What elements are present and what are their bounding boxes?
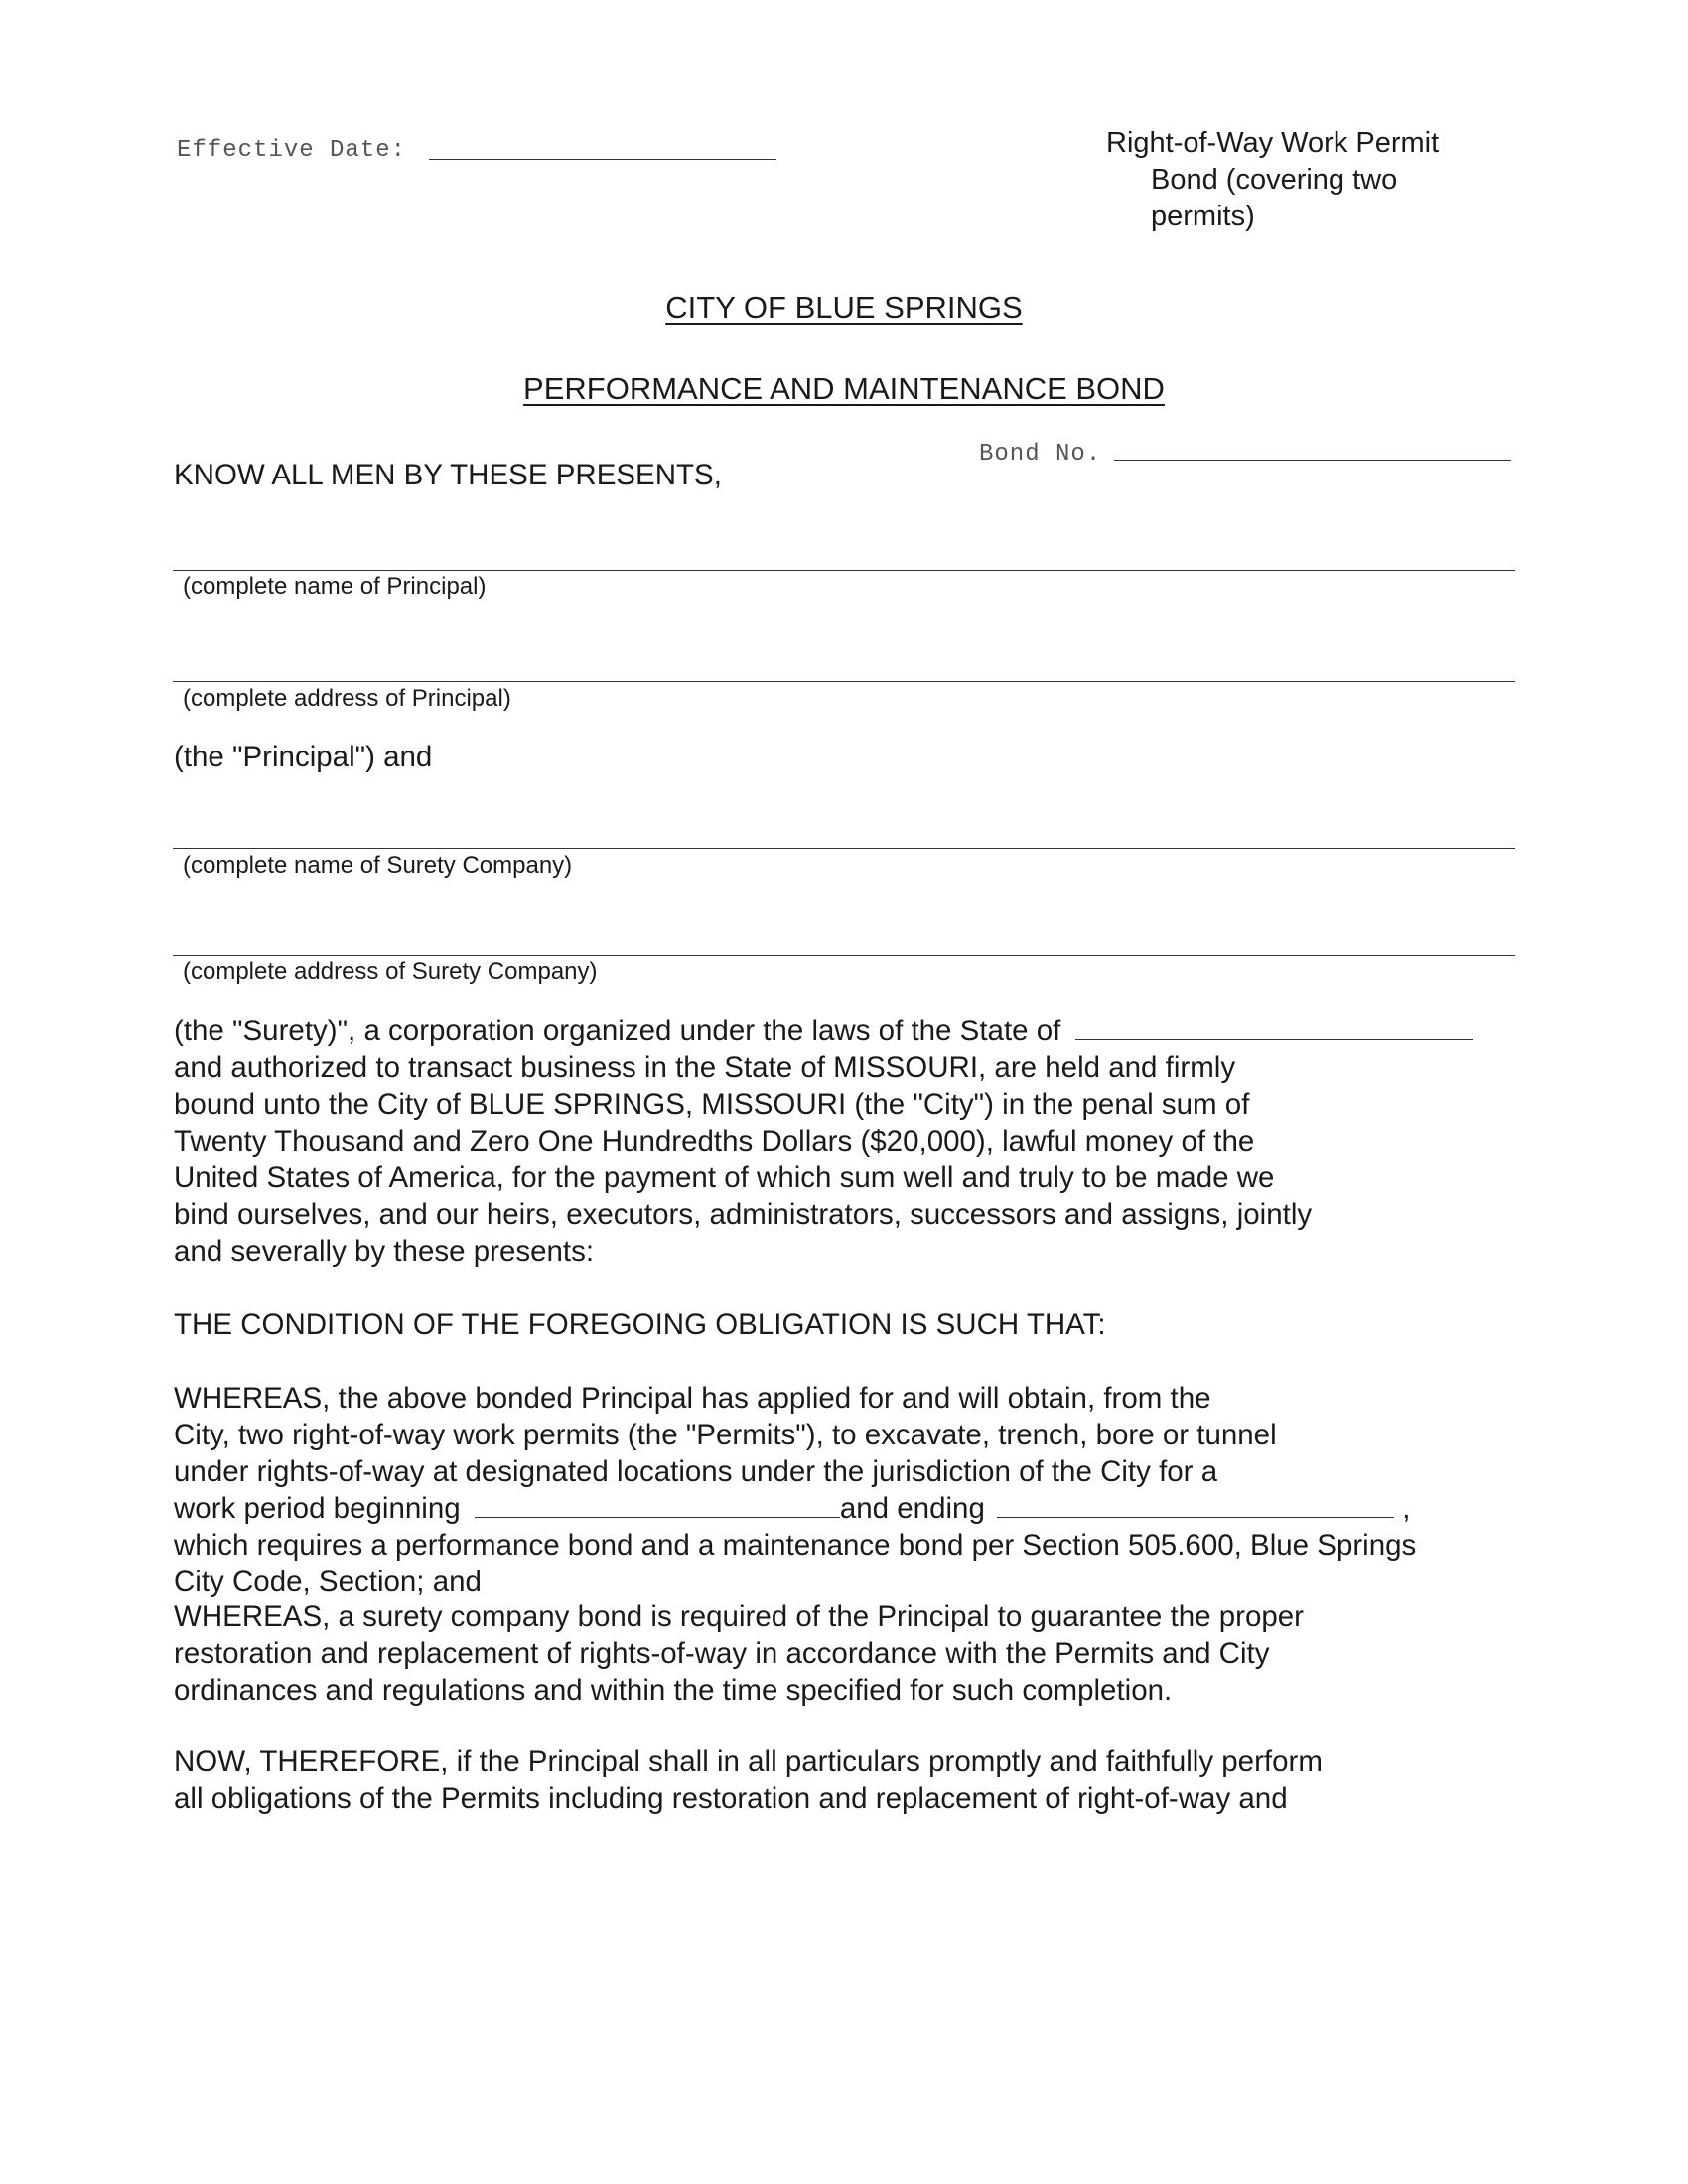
bond-number-label: Bond No. [979,441,1102,468]
paragraph-line: and severally by these presents: [174,1235,595,1268]
paragraph-line: Twenty Thousand and Zero One Hundredths Dollars ($20,000), lawful money of the [174,1125,1255,1158]
paragraph-line: City Code, Section; and [174,1566,482,1598]
whereas-paragraph-2 [174,1598,1304,1708]
paragraph-line: under rights-of-way at designated locations under the jurisdiction of the City for a [174,1455,1218,1488]
paragraph-line: WHEREAS, the above bonded Principal has applied for and will obtain, from the [174,1382,1211,1415]
comma: , [1402,1492,1411,1525]
paragraph-line: bind ourselves, and our heirs, executors, administrators, successors and assigns, jointly [174,1198,1313,1231]
paragraph-line: NOW, THEREFORE, if the Principal shall in all particulars promptly and faithfully perform [174,1745,1323,1778]
work-period-beginning-label: work period beginning [174,1492,461,1525]
paragraph-line [174,1013,1473,1049]
form-title [1106,125,1439,235]
effective-date-label: Effective Date: [177,137,407,164]
paragraph-line: WHEREAS, a surety company bond is required of the Principal to guarantee the proper [174,1600,1304,1633]
whereas-paragraph-1 [174,1380,1416,1600]
state-of-incorporation-field[interactable] [1075,1014,1473,1040]
paragraph-line: and authorized to transact business in the State of MISSOURI, are held and firmly [174,1051,1236,1084]
paragraph-line: United States of America, for the payment of which sum well and truly to be made we [174,1161,1275,1194]
surety-first-line: (the "Surety)", a corporation organized under the laws of the State of [174,1015,1061,1047]
work-period-start-field[interactable] [475,1491,840,1518]
paragraph-line: all obligations of the Permits including restoration and replacement of right-of-way and [174,1782,1288,1815]
work-period-end-field[interactable] [997,1491,1394,1518]
paragraph-line [174,1490,1416,1527]
city-title: CITY OF BLUE SPRINGS [665,290,1023,325]
and-ending-label: and ending [839,1492,985,1525]
bond-number-field[interactable] [1114,460,1511,461]
form-title-line: Right-of-Way Work Permit [1106,127,1440,159]
surety-address-caption: (complete address of Surety Company) [183,958,598,985]
surety-paragraph [174,1013,1473,1270]
principal-address-caption: (complete address of Principal) [183,685,511,712]
bond-title: PERFORMANCE AND MAINTENANCE BOND [523,371,1165,406]
paragraph-line: which requires a performance bond and a maintenance bond per Section 505.600, Blue Springs [174,1529,1417,1562]
surety-name-caption: (complete name of Surety Company) [183,852,573,879]
form-title-line: permits) [1151,201,1255,232]
principal-name-caption: (complete name of Principal) [183,573,487,600]
surety-name-field[interactable] [173,848,1515,849]
principal-name-field[interactable] [173,570,1515,571]
paragraph-line: restoration and replacement of rights-of-way in accordance with the Permits and City [174,1637,1270,1670]
surety-address-field[interactable] [173,955,1515,956]
form-title-line: Bond (covering two [1151,164,1398,196]
paragraph-line: ordinances and regulations and within the time specified for such completion. [174,1674,1173,1706]
now-therefore-paragraph [174,1743,1323,1817]
principal-and-text: (the "Principal") and [174,741,433,773]
paragraph-line: bound unto the City of BLUE SPRINGS, MISSOURI (the "City") in the penal sum of [174,1088,1250,1121]
condition-heading: THE CONDITION OF THE FOREGOING OBLIGATION IS SUCH THAT: [174,1308,1106,1341]
intro-text: KNOW ALL MEN BY THESE PRESENTS, [174,459,722,491]
effective-date-field[interactable] [429,159,776,160]
paragraph-line: City, two right-of-way work permits (the "Permits"), to excavate, trench, bore or tunnel [174,1419,1277,1451]
principal-address-field[interactable] [173,681,1515,682]
